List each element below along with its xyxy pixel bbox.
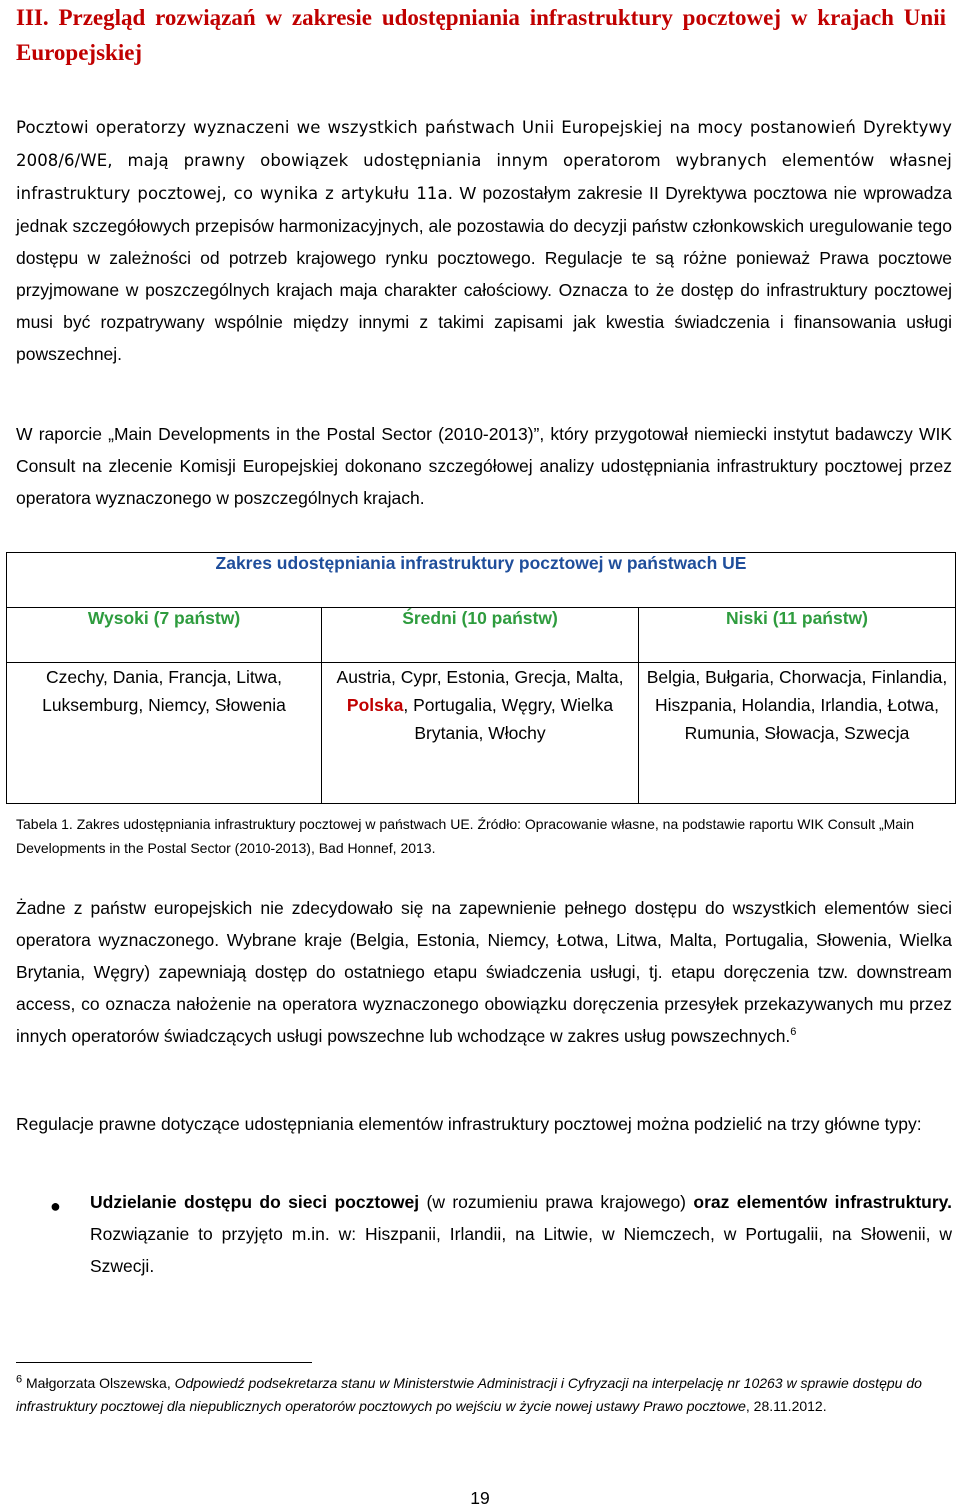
header-low: Niski (11 państw) (639, 608, 956, 663)
countries-medium-before: Austria, Cypr, Estonia, Grecja, Malta, (336, 667, 624, 687)
page-number: 19 (470, 1488, 490, 1508)
table-title: Zakres udostępniania infrastruktury pocztowej w państwach UE (7, 553, 956, 608)
bullet-bold-1: Udzielanie dostępu do sieci pocztowej (90, 1192, 420, 1212)
table-caption: Tabela 1. Zakres udostępniania infrastruktury pocztowej w państwach UE. Źródło: Opracowanie własne, na podstawie raportu WIK Consult „Main Developments in the Postal Sector (2010-2013), Bad Honnef, 2013. (16, 816, 914, 856)
types-paragraph: Regulacje prawne dotyczące udostępniania elementów infrastruktury pocztowej można podzielić na trzy główne typy: (16, 1114, 922, 1134)
access-paragraph (16, 892, 952, 1052)
intro-sentence-1: Pocztowi operatorzy wyznaczeni we wszystkich państwach Unii Europejskiej na mocy postanowień Dyrektywy 2008/6/WE, mają prawny obowiązek udostępniania innym operatorom wybranych elementów własnej infrastruktury pocztowej, co wynika z artykułu 11a. (16, 118, 952, 203)
footnote-number: 6 (16, 1373, 23, 1386)
intro-rest: W pozostałym zakresie II Dyrektywa pocztowa nie wprowadza jednak szczegółowych przepisów harmonizacyjnych, ale pozostawia do decyzji państw członkowskich uregulowanie tego dostępu w zależności od potrzeb krajowego rynku pocztowego. Regulacje te są różne ponieważ Prawa pocztowe przyjmowane w poszczególnych krajach maja charakter całościowy. Oznacza to że dostęp do infrastruktury pocztowej musi być rozpatrywany wspólnie między innymi z takimi zapisami jak kwestia świadczenia i finansowania usługi powszechnej. (16, 183, 952, 364)
bullet-normal-2: Rozwiązanie to przyjęto m.in. w: Hiszpanii, Irlandii, na Litwie, w Niemczech, w Portugalii, na Słowenii, w Szwecji. (90, 1224, 952, 1276)
bullet-item (90, 1186, 952, 1282)
countries-low: Belgia, Bułgaria, Chorwacja, Finlandia, Hiszpania, Holandia, Irlandia, Łotwa, Rumunia, Słowacja, Szwecja (639, 663, 956, 804)
highlight-poland: Polska (346, 695, 404, 715)
section-heading: III. Przegląd rozwiązań w zakresie udostępniania infrastruktury pocztowej w krajach Unii Europejskiej (16, 5, 946, 65)
footnote-ref: 6 (790, 1026, 797, 1039)
header-medium: Średni (10 państw) (322, 608, 639, 663)
countries-medium (322, 663, 639, 804)
bullet-bold-2: oraz elementów infrastruktury. (693, 1192, 952, 1212)
access-text: Żadne z państw europejskich nie zdecydowało się na zapewnienie pełnego dostępu do wszystkich elementów sieci operatora wyznaczonego. Wybrane kraje (Belgia, Estonia, Niemcy, Łotwa, Litwa, Malta, Portugalia, Słowenia, Wielka Brytania, Węgry) zapewniają dostęp do ostatniego etapu świadczenia usługi, tj. etapu doręczenia tzw. downstream access, co oznacza nałożenie na operatora wyznaczonego obowiązku doręczenia przesyłek przekazywanych mu przez innych operatorów świadczących usługi powszechne lub wchodzące w zakres usług powszechnych. (16, 898, 952, 1046)
countries-high: Czechy, Dania, Francja, Litwa, Luksemburg, Niemcy, Słowenia (7, 663, 322, 804)
footnote (16, 1372, 952, 1418)
bullet-icon: ● (50, 1196, 61, 1216)
footnote-separator (16, 1362, 312, 1363)
intro-paragraph (16, 111, 952, 370)
footnote-title: Odpowiedź podsekretarza stanu w Ministerstwie Administracji i Cyfryzacji na interpelację nr 10263 w sprawie dostępu do infrastruktury pocztowej dla niepublicznych operatorów pocztowych po wejściu w życie nowej ustawy Prawo pocztowe (16, 1375, 922, 1414)
infrastructure-table (6, 552, 956, 804)
footnote-date: , 28.11.2012. (745, 1398, 827, 1414)
report-paragraph: W raporcie „Main Developments in the Postal Sector (2010-2013)”, który przygotował niemiecki instytut badawczy WIK Consult na zlecenie Komisji Europejskiej dokonano szczegółowej analizy udostępniania infrastruktury pocztowej przez operatora wyznaczonego w poszczególnych krajach. (16, 424, 952, 508)
footnote-author: Małgorzata Olszewska, (22, 1375, 175, 1391)
bullet-normal-1: (w rozumieniu prawa krajowego) (419, 1192, 694, 1212)
header-high: Wysoki (7 państw) (7, 608, 322, 663)
countries-medium-after: , Portugalia, Węgry, Wielka Brytania, Włochy (403, 695, 614, 743)
